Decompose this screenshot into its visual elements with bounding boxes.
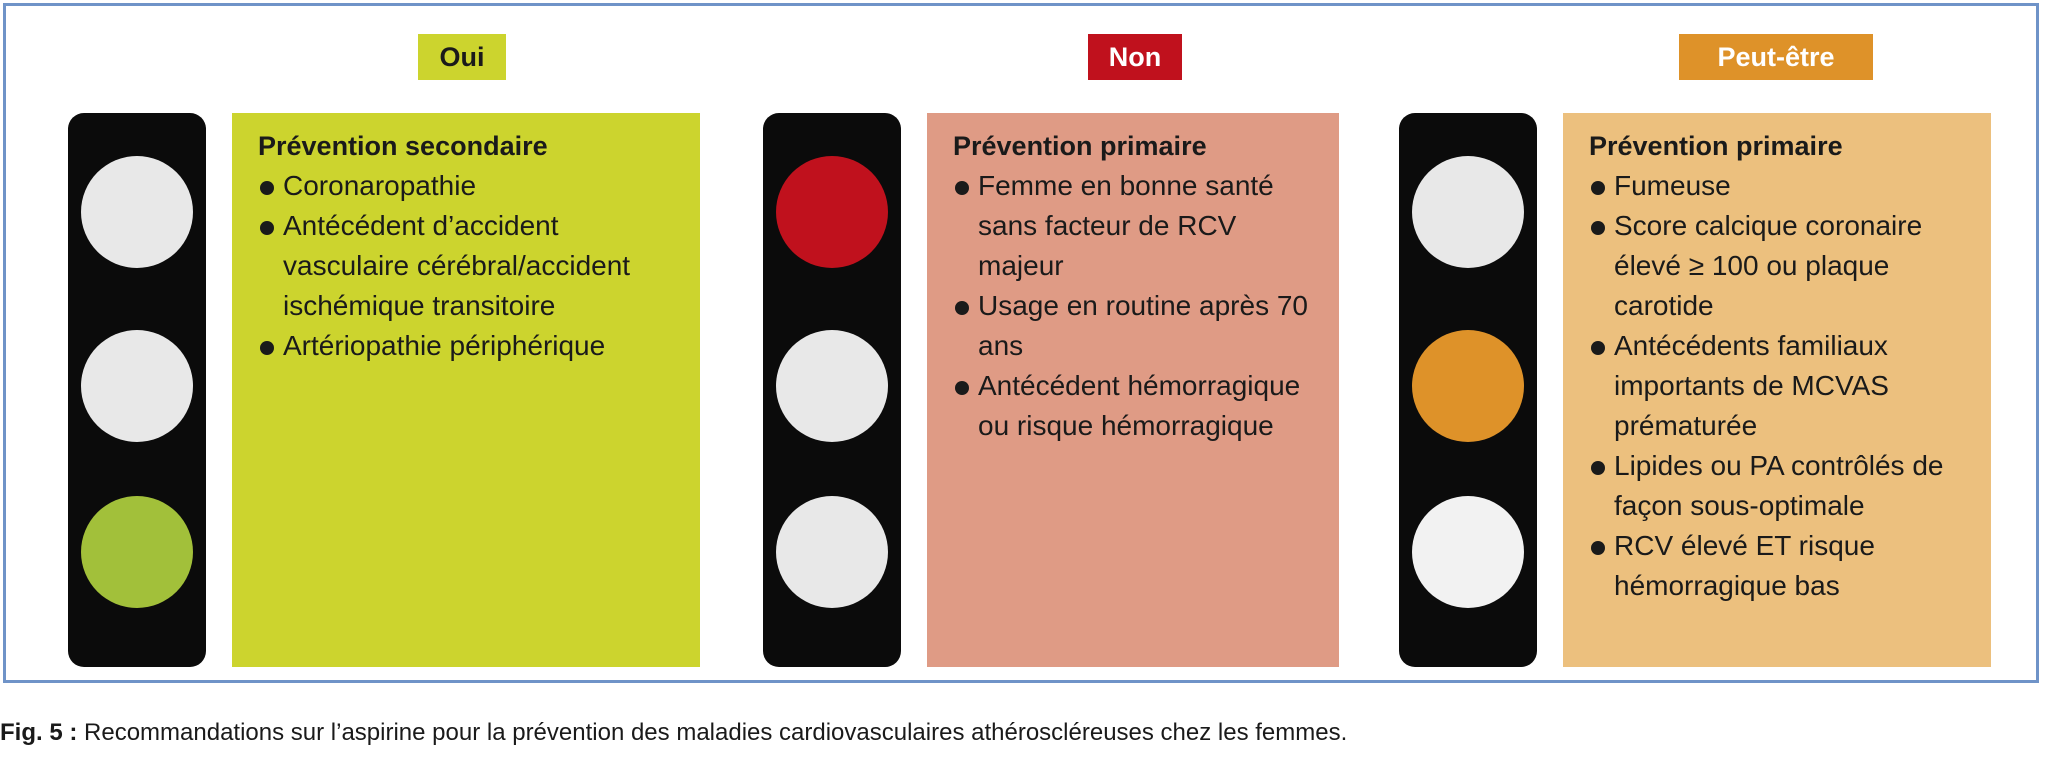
- lamp-middle: [776, 330, 888, 442]
- caption-text: Recommandations sur l’aspirine pour la prévention des maladies cardiovasculaires athéroscléreuses chez les femmes.: [77, 719, 1348, 746]
- panel-title: Prévention primaire: [953, 131, 1207, 161]
- figure-caption: [0, 718, 1347, 748]
- badge-oui: Oui: [418, 34, 506, 80]
- panel-peut-etre: [1563, 113, 1991, 667]
- lamp-middle: [81, 330, 193, 442]
- panel-title: Prévention secondaire: [258, 131, 548, 161]
- list-item: Artériopathie périphérique: [258, 326, 684, 366]
- lamp-bottom: [776, 496, 888, 608]
- badge-peut-etre: Peut-être: [1679, 34, 1873, 80]
- lamp-bottom: [1412, 496, 1524, 608]
- list-item: Lipides ou PA contrôlés de façon sous-optimale: [1589, 446, 1975, 526]
- list-item: Antécédent d’accident vasculaire cérébral/accident ischémique transitoire: [258, 206, 684, 326]
- lamp-middle: [1412, 330, 1524, 442]
- list-item: Coronaropathie: [258, 166, 684, 206]
- panel-non: [927, 113, 1339, 667]
- traffic-light-peut-etre: [1399, 113, 1537, 667]
- traffic-light-non: [763, 113, 901, 667]
- figure-frame: [3, 3, 2039, 683]
- panel-title: Prévention primaire: [1589, 131, 1843, 161]
- lamp-bottom: [81, 496, 193, 608]
- lamp-top: [776, 156, 888, 268]
- criteria-list: [258, 166, 684, 366]
- list-item: Antécédents familiaux importants de MCVAS prématurée: [1589, 326, 1975, 446]
- criteria-list: [953, 166, 1323, 446]
- traffic-light-oui: [68, 113, 206, 667]
- lamp-top: [81, 156, 193, 268]
- list-item: Antécédent hémorragique ou risque hémorragique: [953, 366, 1323, 446]
- panel-oui: [232, 113, 700, 667]
- lamp-top: [1412, 156, 1524, 268]
- list-item: Femme en bonne santé sans facteur de RCV majeur: [953, 166, 1323, 286]
- caption-label: Fig. 5 :: [0, 719, 78, 746]
- criteria-list: [1589, 166, 1975, 606]
- list-item: Score calcique coronaire élevé ≥ 100 ou plaque carotide: [1589, 206, 1975, 326]
- list-item: RCV élevé ET risque hémorragique bas: [1589, 526, 1975, 606]
- list-item: Usage en routine après 70 ans: [953, 286, 1323, 366]
- badge-non: Non: [1088, 34, 1182, 80]
- list-item: Fumeuse: [1589, 166, 1975, 206]
